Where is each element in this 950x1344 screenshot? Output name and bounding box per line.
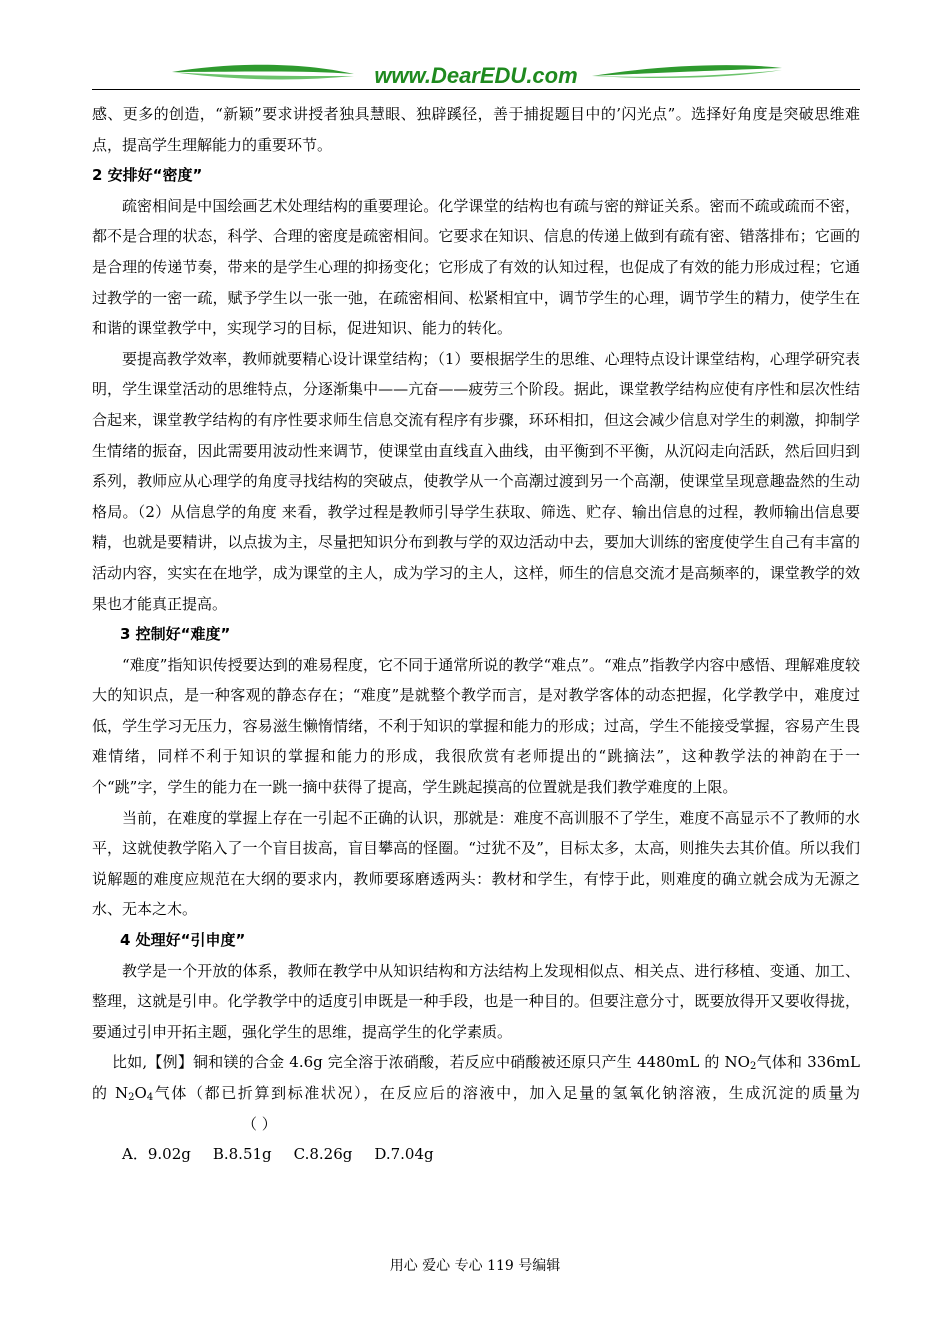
section-4-heading: 4 处理好“引申度”: [120, 931, 246, 950]
page-header: [92, 58, 860, 90]
choice-c: C.8.26g: [293, 1145, 353, 1164]
answer-choices: [92, 1139, 860, 1170]
section-2-paragraph-2: 要提高教学效率，教师就要精心设计课堂结构；（1）要根据学生的思维、心理特点设计课堂结构，心理学研究表明，学生课堂活动的思维特点，分逐渐集中——亢奋——疲劳三个阶段。据此，课堂教学结构应使有序性和层次性结合起来，课堂教学结构的有序性要求师生信息交流有程序有步骤，环环相扣，但这会减少信息对学生的刺激，抑制学生情绪的振奋，因此需要用波动性来调节，使课堂由直线直入曲线，由平衡到不平衡，从沉闷走向活跃，然后回归到系列，教师应从心理学的角度寻找结构的突破点，使教学从一个高潮过渡到另一个高潮，使课堂呈现意趣盎然的生动格局。（2）从信息学的角度 来看，教学过程是教师引导学生获取、筛选、贮存、输出信息的过程，教师输出信息要精，也就是要精讲，以点拔为主，尽量把知识分布到教与学的双边活动中去，要加大训练的密度使学生自己有丰富的活动内容，实实在在地学，成为课堂的主人，成为学习的主人，这样，师生的信息交流才是高频率的，课堂教学的效果也才能真正提高。: [92, 349, 860, 613]
choice-b: B.8.51g: [212, 1145, 272, 1164]
choice-d: D.7.04g: [374, 1145, 434, 1164]
section-2-paragraph-1: 疏密相间是中国绘画艺术处理结构的重要理论。化学课堂的结构也有疏与密的辩证关系。密而不疏或疏而不密，都不是合理的状态，科学、合理的密度是疏密相间。它要求在知识、信息的传递上做到有疏有密、错落排布；它画的是合理的传递节奏，带来的是学生心理的抑扬变化；它形成了有效的认知过程，也促成了有效的能力形成过程；它通过教学的一密一疏，赋予学生以一张一弛，在疏密相间、松紧相宜中，调节学生的心理，调节学生的精力，使学生在和谐的课堂教学中，实现学习的目标，促进知识、能力的转化。: [92, 196, 860, 338]
continuation-paragraph: 感、更多的创造，“新颖”要求讲授者独具慧眼、独辟蹊径，善于捕捉题目中的’闪光点”。选择好角度是突破思维难点，提高学生理解能力的重要环节。: [92, 105, 860, 154]
logo-text: www.DearEDU.com: [374, 63, 578, 88]
section-3-paragraph-2: 当前，在难度的掌握上存在一引起不正确的认识，那就是：难度不高训服不了学生，难度不高显示不了教师的水平，这就使教学陷入了一个盲目拔高，盲目攀高的怪圈。“过犹不及”，目标太多，太高，则推失去其价值。所以我们说解题的难度应规范在大纲的要求内，教师要琢磨透两头：教材和学生，有悖于此，则难度的确立就会成为无源之水、无本之木。: [92, 808, 860, 919]
document-body: [92, 99, 860, 1170]
header-rule: [92, 89, 860, 90]
section-4-paragraph-1: 教学是一个开放的体系，教师在教学中从知识结构和方法结构上发现相似点、相关点、进行移植、变通、加工、整理，这就是引申。化学教学中的适度引申既是一种手段，也是一种目的。但要注意分寸，既要放得开又要收得拢，要通过引申开拓主题，强化学生的思维，提高学生的化学素质。: [92, 961, 860, 1041]
example-question: 比如,【例】铜和镁的合金 4.6g 完全溶于浓硝酸，若反应中硝酸被还原只产生 4480mL 的 $NO_2$气体和 336mL 的 $N_2O_4$气体（都已折算到标准状况），在反应后的溶液中，加入足量的氢氧化钠溶液，生成沉淀的质量为（ ）: [92, 1053, 860, 1133]
section-3-heading: 3 控制好“难度”: [120, 625, 231, 644]
logo-swoosh-icon: [92, 58, 860, 90]
choice-a: A．9.02g: [122, 1145, 191, 1164]
section-2-heading: 2 安排好“密度”: [92, 166, 203, 185]
page-footer: 用心 爱心 专心 119 号编辑: [389, 1258, 561, 1274]
section-3-paragraph-1: “难度”指知识传授要达到的难易程度，它不同于通常所说的教学“难点”。“难点”指教学内容中感悟、理解难度较大的知识点，是一种客观的静态存在；“难度”是就整个教学而言，是对教学客体的动态把握，化学教学中，难度过低，学生学习无压力，容易滋生懒惰情绪，不利于知识的掌握和能力的形成；过高，学生不能接受掌握，容易产生畏难情绪，同样不利于知识的掌握和能力的形成，我很欣赏有老师提出的“跳摘法”，这种教学法的神韵在于一个“跳”字，学生的能力在一跳一摘中获得了提高，学生跳起摸高的位置就是我们教学难度的上限。: [92, 655, 860, 797]
answer-blank: （ ）: [242, 1114, 277, 1133]
